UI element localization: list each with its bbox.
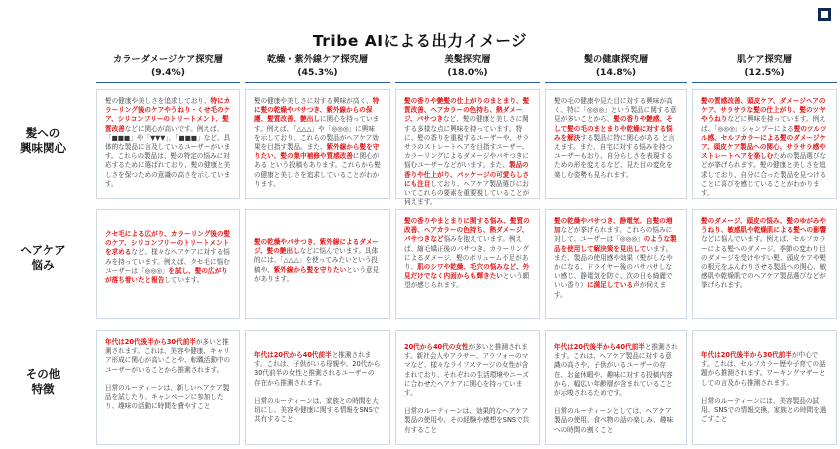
row-label-line: 悩み [31, 258, 55, 272]
body-text: と推測されます。これは、ヘアケア製品に対する意識の高さや、子供がいるユーザーの存在、お盆休暇や、趣味に対する投稿内容から、幅広い年齢層が含まれていることが示唆されるためです。 [554, 343, 678, 398]
body-text: など、様々なヘアケアに対する悩みを持っています。例えば、クセ毛に悩むユーザーは「◎◎◎」 [105, 248, 230, 275]
cell-r0-c1 [245, 89, 390, 199]
cell-r2-c4 [692, 330, 837, 445]
cell-r0-c4 [692, 89, 837, 199]
row-label-line: 髪への [25, 126, 61, 140]
body-text: に関心を持っています。例えば、「△△△」や「◎◎◎」に興味を示しており、これらの製品がヘアケア効果を目指す製品。また、 [254, 115, 380, 152]
column-header-name: 乾燥・紫外線ケア探究層 [266, 54, 369, 65]
row-label-line: 興味関心 [20, 141, 66, 155]
cell-r0-c3 [545, 89, 687, 199]
cell-r0-c2 [395, 89, 540, 207]
body-text: という意見があります。 [254, 265, 380, 283]
body-text: に関心がある という投稿もあります。これらから髪の健康と美しさを追求していることがわかります。 [254, 152, 381, 188]
body-text: しており、ヘアケア製品選びにおいてこれらの要素を重要視していることが伺えます。 [404, 179, 530, 207]
cell-r1-c1 [245, 209, 390, 319]
page-title: Tribe AIによる出力イメージ [312, 32, 528, 50]
highlight-text: 年代は20代後半から30代前半 [105, 338, 196, 346]
highlight-text: 特に髪の乾燥やパサつき、紫外線からの保護、髪質改善、艶出し [254, 97, 380, 124]
highlight-text: 紫外線から髪を守りたい、髪の集中補修や質感改善 [254, 143, 380, 161]
body-text: が多いと推測されます。これは、美容や健康、キャリア形成に関心が高いことや、転職活動中のユーザーがいることから推測されます。 [105, 338, 231, 374]
highlight-text: 髪の乾燥やパサつき、静電気、自髪の増加 [554, 217, 673, 235]
column-header-name: カラーダメージケア探究層 [113, 54, 223, 65]
body-text: 日常のルーティーンは、新しいヘアケア製品を試したり、キャンペーンに参加したり、趣味の活動に時間を費やすこと [105, 383, 230, 411]
row-label-line: その他 [25, 367, 61, 381]
body-text: 声が伺えます。 [554, 281, 667, 299]
column-header-name: 美髪探究層 [444, 54, 491, 65]
body-text: 悩みを抱えています。例えば、縮毛矯正後のパサつき、カラーリングによるダメージ、髪のボリューム不足があり、 [404, 235, 529, 272]
body-text: ための製品選びなどが挙げられます。髪の健康と美しさを追求しており、自分に合った製品を見つけることに喜びを感じていることがわかります。 [701, 152, 827, 198]
column-header-dry-uv [245, 51, 390, 83]
corner-logo-icon [818, 8, 831, 21]
cell-r0-c0 [96, 89, 240, 199]
cell-r1-c3 [545, 209, 687, 319]
body-text: 日常のルーティーンは、効果的なヘアケア製品の使用や、その経験や感想をSNSで共有すること [404, 407, 530, 434]
body-text: しています。 [164, 276, 204, 285]
highlight-text: 髪の質感改善、頭皮ケア、ダメージヘアのケア、サラサラな髪の仕上がり、髪のツヤやうねり [701, 97, 826, 124]
column-header-pct: (45.3%) [297, 67, 338, 78]
body-text: などに興味を持っています。例えば、「◎◎◎」シャンプーによる [701, 115, 826, 133]
highlight-text: 髪のダメージ、頭皮の悩み、髪のゆがみやうねり、敏感肌や乾燥肌による髪への影響 [701, 217, 827, 235]
body-text: と推測されます。これは、子供がいる母親や、20代から30代前半の女性と推測されるユーザーの存在から推測されます。 [254, 351, 381, 387]
row-label-interest [6, 126, 80, 156]
cell-r1-c2 [395, 209, 540, 319]
highlight-text: 年代は20代から40代前半 [254, 351, 332, 359]
body-text: などが挙げられます。これらの悩みに対して、ユーザーは「◎◎◎」 [554, 226, 673, 244]
highlight-text: 髪の乾燥やパサつき、紫外線によるダメージ、髪の艶出し [254, 238, 380, 256]
cell-r2-c0 [96, 330, 240, 445]
row-label-concerns [6, 243, 80, 273]
column-header-skin-care [692, 51, 837, 83]
body-text: います。また、製品の使用感や効果（髪がしなやかになる、ドライヤー後のパサパサしない感じ、静電気を防ぐ、次の日も綺麗でいい香り） [554, 244, 673, 290]
highlight-text: を試し、髪の広がりが落ち着いたと報告 [105, 266, 228, 285]
body-text: 日常のルーティーンとしては、ヘアケア製品の使用、食べ物の話の楽しみ、趣味への時間の割くこと [554, 407, 674, 434]
body-text: 髪の健康や美しさを追求しており、 [105, 97, 211, 105]
highlight-text: のような製品を使用して解決策を見出して [554, 235, 677, 253]
column-header-pct: (14.8%) [595, 67, 637, 78]
body-text: など、髪の健康と美しさに関する多様な点に興味を持っています。特に、髪の香りを重視するユーザーや、サラサラのストレートヘアを目指すユーザー、カラーリングによるダメージやパサつきに悩むユーザーなどがいます。また、 [404, 115, 530, 170]
highlight-text: に満足している [586, 281, 634, 290]
column-header-name: 髪の健康探究層 [583, 54, 649, 65]
body-text: 髪の健康や美しさに対する興味が高く、 [254, 97, 373, 105]
highlight-text: 年代は20代後半から40代前半 [554, 343, 645, 351]
highlight-text: 肌のシワや乾燥、毛穴の悩みなど、外見だけでなく内面からも輝きたい [404, 263, 530, 281]
body-text: という願望が感じられます。 [404, 272, 530, 290]
highlight-text: 髪の香りやまとまりに関する悩み、髪質の改善、ヘアカラーの色持ち、熱ダメージ、パサつきなど [404, 217, 530, 244]
highlight-text: 髪の香りや艶髪の仕上がりのまとまり、髪質改善、ヘアカラーの色持ち、熱ダメージ、パサつき [404, 97, 530, 124]
cell-r2-c1 [245, 330, 390, 445]
column-header-pct: (9.4%) [151, 67, 185, 78]
cell-r2-c3 [545, 330, 687, 445]
column-header-hair-health [545, 51, 687, 83]
column-header-beauty-hair [395, 51, 540, 83]
body-text: などに悩んでいます。具体的には、「△△△」を使ってみたいという投稿や、 [254, 247, 379, 274]
row-label-other [6, 367, 80, 397]
highlight-text: 20代から40代の女性 [404, 343, 469, 351]
row-label-line: 特徴 [31, 382, 55, 396]
highlight-text: 特にカラーリング後のケアやうねり・くせ毛のケア、シリコンフリーのトリートメント、髪質改善 [105, 97, 231, 133]
column-header-name: 肌ケア探究層 [736, 54, 793, 65]
highlight-text: 紫外線から髪を守りたい [273, 265, 347, 274]
body-text: する製品に特に関心がある と言えます。また、自宅に対する悩みを持つユーザーもおり、自分らしさを表現するための形を変えるなど、見た目の変化を楽しむ姿勢も見られます。 [554, 133, 675, 179]
cell-r2-c2 [395, 330, 540, 445]
body-text: 日常のルーティーンは、家族との時間を大切にし、美容や健康に関する情報をSNSで共有すること [254, 396, 380, 424]
body-text: 髪の毛の健康や見た目に対する興味が高く、特に「◎◎◎」という製品に関する意見が多いことから、 [554, 97, 677, 124]
highlight-text: 年代は20代後半から30代前半 [701, 351, 792, 359]
body-text: などに関心が高いです。例えば、「■■■」や「▼▼▼」、「■■■」など、具体的な製品に言及しているユーザーがいます。これらの製品は、髪の特定の悩みに対応するために選ばれており、髪の健康と美しさを保つための意識の高さを示しています。 [105, 124, 231, 188]
highlight-text: 髪のツルツル感、セルフカラーによる髪のダメージケア、頭皮ケア製品への関心、サラサラ感やストレートヘアを楽しむ [701, 124, 827, 161]
row-label-line: ヘアケア [20, 243, 66, 257]
column-header-pct: (12.5%) [744, 67, 785, 78]
body-text: などに悩んでいます。例えば、セルフカラーによる髪へのダメージ、季節の変わり目のダメージを受けやすい髪、頭皮ケアや髪の根元をふんわりさせる製品への関心、敏感肌や乾燥肌でのヘアケア製品選びなどが挙げられます。 [701, 235, 827, 290]
body-text: が多いと推測されます。新社会人やアラサー、アラフォーのママなど、様々なライフステージの女性が含まれており、それぞれの生活環境やニーズに合わせたヘアケアに関心を持っています。 [404, 343, 529, 398]
cell-r1-c4 [692, 209, 837, 319]
cell-r1-c0 [96, 209, 240, 319]
column-header-color-damage [96, 51, 240, 83]
column-header-pct: (18.0%) [447, 67, 488, 78]
highlight-text: 製品の香りや仕上がり、パッケージの可愛らしさにも注目 [404, 161, 530, 188]
highlight-text: クセ毛による広がり、カラーリング後の髪のケア、シリコンフリーのトリートメントを求める [105, 230, 231, 257]
body-text: が中心です。これは、セルフカラー歴や子育ての話題から推測されます。ワーキングマザーとしての言及から推測されます。 [701, 351, 826, 387]
highlight-text: 髪の香りや艶感、そして髪の毛のまとまりや乾燥に対する悩みを解決 [554, 115, 673, 142]
body-text: 日常のルーティーンには、美容製品の試用、SNSでの情報交換、家族との時間を過ごすこと [701, 396, 827, 424]
